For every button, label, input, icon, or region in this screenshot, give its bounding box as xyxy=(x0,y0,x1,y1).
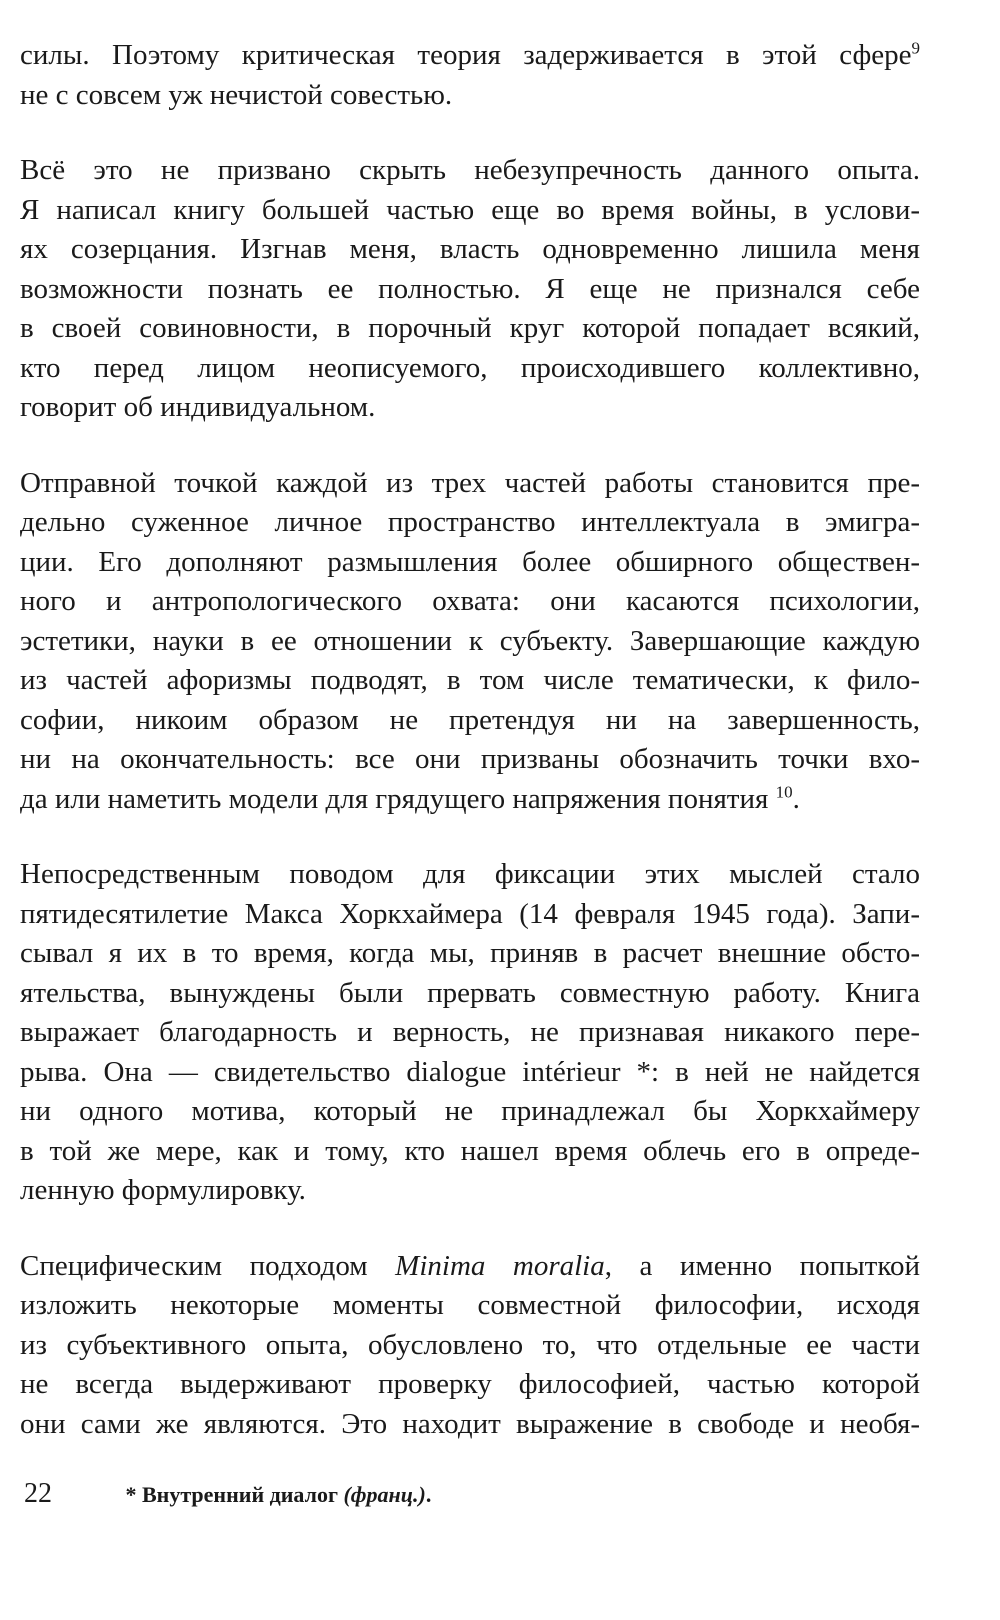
text-line: говорит об индивидуальном. xyxy=(20,391,376,423)
text-line: Непосредственным поводом для фиксации этих мыслей стало xyxy=(20,858,920,890)
text-line: Отправной точкой каждой из трех частей работы становится пре- xyxy=(20,466,920,499)
text-line: пятидесятилетие Макса Хоркхаймера (14 февраля 1945 года). Запи- xyxy=(20,897,920,930)
text-line: кто перед лицом неописуемого, происходившего коллективно, xyxy=(20,351,920,384)
text-line: возможности познать ее полностью. Я еще не признался себе xyxy=(20,272,920,305)
text-line: Я написал книгу большей частью еще во время войны, в услови- xyxy=(20,193,920,226)
text-line: да или наметить модели для грядущего напряжения понятия xyxy=(20,782,769,815)
text-line: ленную формулировку. xyxy=(20,1174,306,1206)
text-line: выражает благодарность и верность, не признавая никакого пере- xyxy=(20,1016,920,1048)
text-line: силы. Поэтому критическая теория задерживается в этой сфере xyxy=(20,39,912,71)
text-line: Всё это не призвано скрыть небезупречность данного опыта. xyxy=(20,154,920,186)
text-line: в своей совиновности, в порочный круг которой попадает всякий, xyxy=(20,312,920,344)
text-line: ях созерцания. Изгнав меня, власть одновременно лишила меня xyxy=(20,233,920,265)
text-line: , а именно попыткой xyxy=(604,1249,920,1282)
text-line: ного и антропологического охвата: они касаются психологии, xyxy=(20,585,920,617)
paragraph xyxy=(20,151,920,428)
footnote-ref: 10 xyxy=(775,781,793,801)
page-body xyxy=(20,36,920,1480)
text-line: из частей афоризмы подводят, в том числе тематически, к фило- xyxy=(20,664,920,696)
paragraph xyxy=(20,36,920,115)
paragraph xyxy=(20,1247,920,1445)
text-line: не всегда выдерживают проверку философией, частью которой xyxy=(20,1368,920,1400)
page-number: 22 xyxy=(24,1478,52,1509)
page-footer xyxy=(24,1478,924,1510)
text-line: Специфическим подходом xyxy=(20,1249,396,1282)
text-line: ни на окончательность: все они призваны обозначить точки вхо- xyxy=(20,743,920,775)
text-line: ни одного мотива, который не принадлежал бы Хоркхаймеру xyxy=(20,1095,920,1127)
text-line: сывал я их в то время, когда мы, приняв в расчет внешние обсто- xyxy=(20,937,920,969)
text-line: изложить некоторые моменты совместной философии, исходя xyxy=(20,1289,920,1321)
footnote-ref: 9 xyxy=(911,38,920,58)
text-line: рыва. Она — свидетельство dialogue intérieur *: в ней не найдется xyxy=(20,1055,920,1088)
paragraph xyxy=(20,464,920,820)
text-line: дельно суженное личное пространство интеллектуала в эмигра- xyxy=(20,506,920,538)
text-line: в той же мере, как и тому, кто нашел время облечь его в опреде- xyxy=(20,1134,920,1167)
book-title: Minima moralia xyxy=(395,1249,605,1282)
text-line: эстетики, науки в ее отношении к субъекту. Завершающие каждую xyxy=(20,624,920,657)
paragraph xyxy=(20,855,920,1211)
text-line: они сами же являются. Это находит выражение в свободе и необя- xyxy=(20,1407,920,1440)
text-line-suffix: . xyxy=(792,782,800,815)
text-line: ции. Его дополняют размышления более обширного обществен- xyxy=(20,545,920,578)
text-line: из субъективного опыта, обусловлено то, что отдельные ее части xyxy=(20,1328,920,1361)
text-line: не с совсем уж нечистой совестью. xyxy=(20,78,453,111)
text-line: ятельства, вынуждены были прервать совместную работу. Книга xyxy=(20,976,920,1009)
text-line: софии, никоим образом не претендуя ни на завершенность, xyxy=(20,703,920,736)
footnote: * Внутренний диалог (франц.). xyxy=(125,1482,432,1507)
